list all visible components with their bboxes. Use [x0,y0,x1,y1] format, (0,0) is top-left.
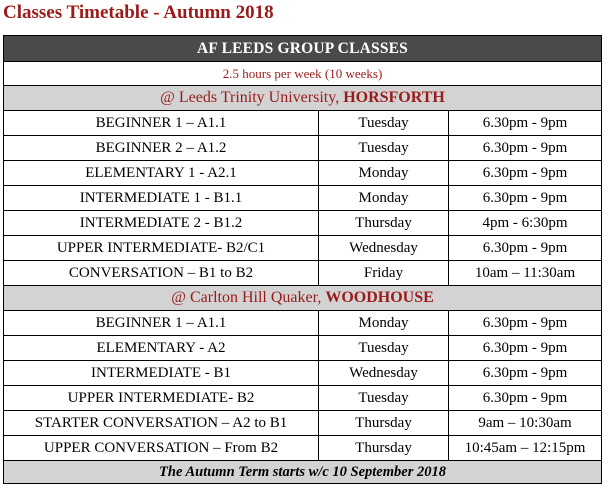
class-row [4,161,602,186]
timetable-title: AF LEEDS GROUP CLASSES [4,36,602,62]
class-row [4,261,602,286]
venue-row-woodhouse [4,286,602,311]
class-day: Tuesday [319,111,449,136]
class-day: Tuesday [319,136,449,161]
class-day: Thursday [319,436,449,461]
class-name: UPPER CONVERSATION – From B2 [4,436,319,461]
class-row [4,211,602,236]
venue-area: WOODHOUSE [325,289,434,306]
class-row [4,111,602,136]
class-name: BEGINNER 1 – A1.1 [4,311,319,336]
class-time: 6.30pm - 9pm [449,186,602,211]
class-row [4,136,602,161]
class-name: INTERMEDIATE - B1 [4,361,319,386]
class-name: BEGINNER 2 – A1.2 [4,136,319,161]
class-name: ELEMENTARY - A2 [4,336,319,361]
class-time: 4pm - 6:30pm [449,211,602,236]
timetable-header-row [4,36,602,62]
class-row [4,336,602,361]
class-name: ELEMENTARY 1 - A2.1 [4,161,319,186]
class-time: 6.30pm - 9pm [449,236,602,261]
class-time: 6.30pm - 9pm [449,136,602,161]
class-time: 6.30pm - 9pm [449,161,602,186]
class-name: UPPER INTERMEDIATE- B2/C1 [4,236,319,261]
class-day: Monday [319,311,449,336]
class-day: Thursday [319,211,449,236]
class-name: BEGINNER 1 – A1.1 [4,111,319,136]
class-day: Wednesday [319,361,449,386]
footer-row [4,461,602,484]
class-row [4,361,602,386]
class-day: Tuesday [319,336,449,361]
venue-area: HORSFORTH [343,89,445,106]
class-row [4,236,602,261]
class-time: 6.30pm - 9pm [449,336,602,361]
class-day: Monday [319,161,449,186]
class-name: STARTER CONVERSATION – A2 to B1 [4,411,319,436]
class-day: Wednesday [319,236,449,261]
class-time: 6.30pm - 9pm [449,311,602,336]
class-time: 6.30pm - 9pm [449,111,602,136]
class-row [4,436,602,461]
class-name: UPPER INTERMEDIATE- B2 [4,386,319,411]
page-title: Classes Timetable - Autumn 2018 [3,2,274,23]
class-day: Tuesday [319,386,449,411]
class-time: 10:45am – 12:15pm [449,436,602,461]
class-day: Friday [319,261,449,286]
class-row [4,186,602,211]
class-time: 10am – 11:30am [449,261,602,286]
class-time: 6.30pm - 9pm [449,361,602,386]
class-time: 9am – 10:30am [449,411,602,436]
hours-row [4,62,602,86]
venue-name: @ Leeds Trinity University, [160,89,344,106]
venue-row-horsforth [4,86,602,111]
venue-heading [4,86,602,111]
class-name: INTERMEDIATE 2 - B1.2 [4,211,319,236]
term-start-note: The Autumn Term starts w/c 10 September 2018 [4,461,602,484]
class-row [4,386,602,411]
class-row [4,411,602,436]
class-day: Thursday [319,411,449,436]
venue-name: @ Carlton Hill Quaker, [171,289,326,306]
class-row [4,311,602,336]
timetable [3,35,602,484]
venue-heading [4,286,602,311]
class-day: Monday [319,186,449,211]
class-time: 6.30pm - 9pm [449,386,602,411]
class-name: INTERMEDIATE 1 - B1.1 [4,186,319,211]
hours-subtitle: 2.5 hours per week (10 weeks) [4,62,602,86]
class-name: CONVERSATION – B1 to B2 [4,261,319,286]
